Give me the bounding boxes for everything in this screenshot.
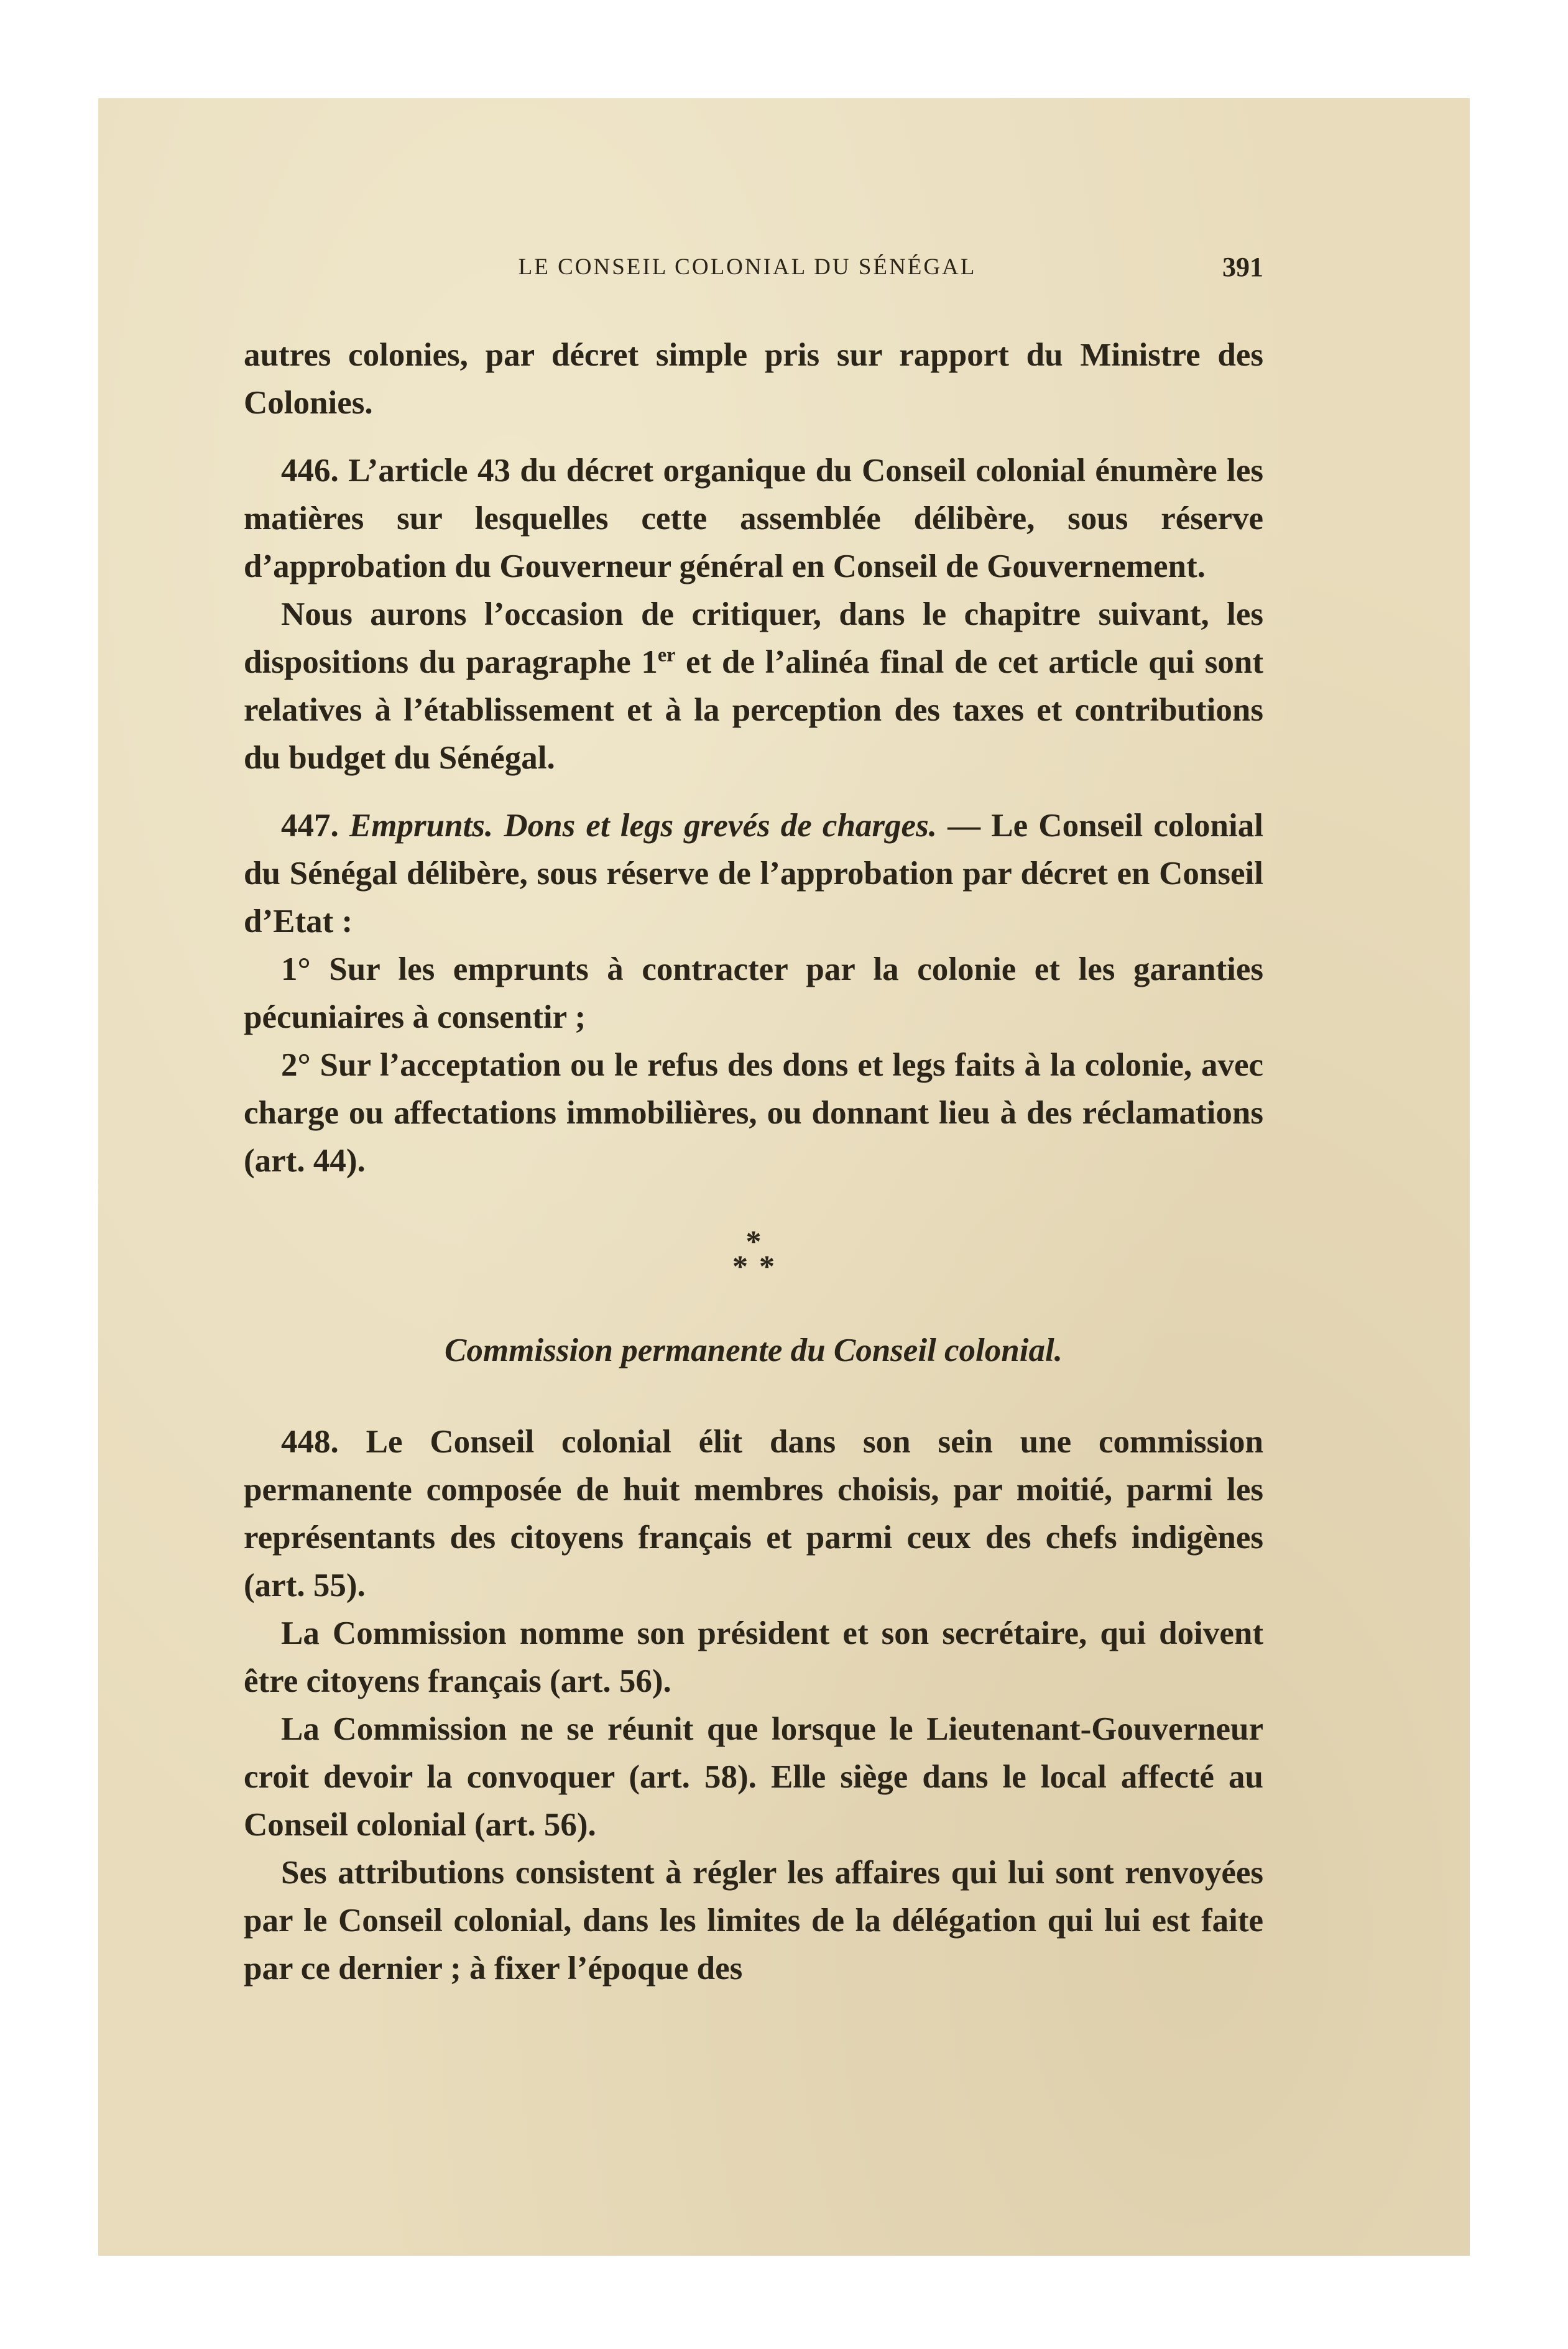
running-head-title: LE CONSEIL COLONIAL DU SÉNÉGAL bbox=[518, 254, 977, 280]
paragraph: Ses attributions consistent à régler les affaires qui lui sont renvoyées par le Conseil colonial, dans les limites de la délégation qui lui est faite par ce dernier ; à fixer l’époque des bbox=[244, 1855, 1263, 1987]
page-number: 391 bbox=[1222, 252, 1263, 282]
page-body bbox=[244, 331, 1263, 1993]
paragraph-text: L’article 43 du décret organique du Conseil colonial énumère les matières sur lesquelles cette assemblée délibère, sous réserve d’approbation du Gouverneur général en Conseil de Gouvernement. bbox=[244, 453, 1263, 584]
paragraph-448: 448. Le Conseil colonial élit dans son sein une commission permanente composée de huit membres choisis, par moitié, parmi les représentants des citoyens français et parmi ceux des chefs indigènes (art. 55). bbox=[244, 1424, 1263, 1604]
asterism-bottom: ** bbox=[732, 1248, 786, 1283]
asterism bbox=[244, 1224, 1263, 1285]
paragraph-heading: Emprunts. Dons et legs grevés de charges. bbox=[349, 808, 937, 844]
paragraph bbox=[244, 591, 1263, 782]
paragraph-446 bbox=[244, 447, 1263, 591]
list-item: 2° Sur l’acceptation ou le refus des dons et legs faits à la colonie, avec charge ou affectations immobilières, ou donnant lieu à des réclamations (art. 44). bbox=[244, 1047, 1263, 1179]
paragraph: autres colonies, par décret simple pris sur rapport du Ministre des Colonies. bbox=[244, 337, 1263, 421]
list-item: 1° Sur les emprunts à contracter par la colonie et les garanties pécuniaires à consentir ; bbox=[244, 951, 1263, 1035]
asterism-top: * bbox=[745, 1224, 762, 1258]
paragraph-text: et de l’alinéa final de cet article qui sont relatives à l’établissement et à la perception des taxes et contributions du budget du Sénégal. bbox=[244, 644, 1263, 776]
paragraph-447 bbox=[244, 802, 1263, 946]
section-title: Commission permanente du Conseil colonial. bbox=[445, 1332, 1063, 1368]
paragraph: La Commission nomme son président et son secrétaire, qui doivent être citoyens français (art. 56). bbox=[244, 1615, 1263, 1699]
paragraph-number: 446. bbox=[281, 453, 339, 489]
paragraph-text: — Le Conseil colonial du Sénégal délibère, sous réserve de l’approbation par décret en Conseil d’Etat : bbox=[244, 808, 1263, 939]
paragraph-text: Nous aurons l’occasion de critiquer, dans le chapitre suivant, les dispositions du paragraphe 1 bbox=[244, 596, 1263, 680]
superscript: er bbox=[657, 643, 676, 666]
running-head bbox=[244, 249, 1263, 286]
paragraph: La Commission ne se réunit que lorsque le Lieutenant-Gouverneur croit devoir la convoquer (art. 58). Elle siège dans le local affecté au Conseil colonial (art. 56). bbox=[244, 1711, 1263, 1843]
paragraph-number: 447. bbox=[281, 808, 349, 844]
book-page bbox=[98, 98, 1470, 2256]
